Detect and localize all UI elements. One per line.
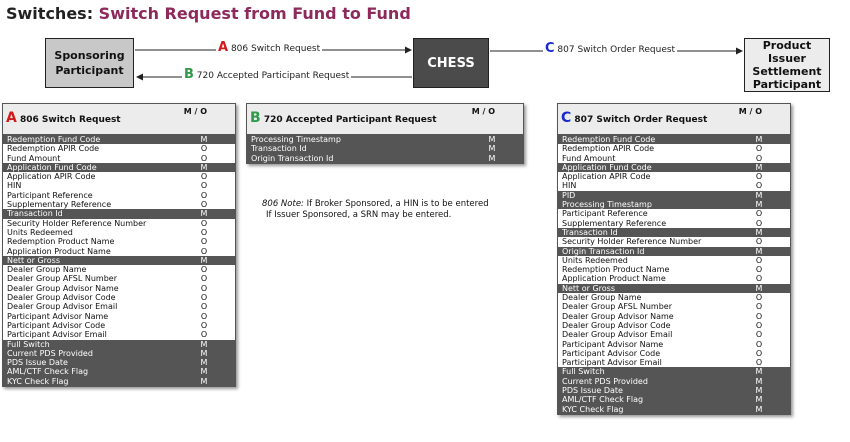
sponsoring-line-2: Participant (55, 64, 124, 77)
field-requirement: M (755, 283, 763, 293)
field-label: HIN (562, 181, 577, 191)
field-label: Redemption Fund Code (7, 135, 101, 144)
field-row (3, 256, 235, 265)
box-a-mo-label: M / O (183, 107, 207, 116)
field-label: Participant Advisor Code (7, 320, 106, 330)
flow-a-text: 806 Switch Request (230, 44, 321, 54)
field-requirement: O (200, 218, 208, 228)
field-label: Supplementary Reference (7, 200, 112, 210)
field-row (558, 265, 790, 274)
field-requirement: M (200, 209, 208, 219)
field-requirement: M (200, 376, 208, 386)
field-label: Participant Advisor Name (562, 339, 664, 349)
field-label: Security Holder Reference Number (562, 237, 702, 247)
field-requirement: M (488, 153, 496, 163)
field-requirement: O (755, 237, 763, 247)
field-requirement: O (200, 190, 208, 200)
field-label: Units Redeemed (562, 255, 628, 265)
field-label: Participant Advisor Name (7, 311, 109, 321)
field-row (558, 172, 790, 181)
field-label: Application Product Name (7, 246, 111, 256)
field-row (558, 181, 790, 190)
field-row (3, 349, 235, 358)
field-row (558, 135, 790, 144)
sponsoring-line-1: Sponsoring (54, 49, 125, 62)
field-label: Dealer Group Advisor Name (7, 283, 119, 293)
field-row (558, 284, 790, 293)
field-requirement: O (755, 302, 763, 312)
field-row (558, 293, 790, 302)
field-requirement: O (755, 311, 763, 321)
field-row (3, 154, 235, 163)
field-requirement: M (755, 246, 763, 256)
field-requirement: O (755, 172, 763, 182)
field-label: Security Holder Reference Number (7, 218, 147, 228)
box-a-title-wrap (6, 110, 121, 126)
field-label: Dealer Group Advisor Code (562, 320, 671, 330)
product-line-3: Settlement (752, 65, 822, 78)
field-requirement: O (200, 200, 208, 210)
field-row (3, 302, 235, 311)
field-label: KYC Check Flag (562, 404, 624, 414)
note-806 (262, 199, 489, 221)
field-label: Application APIR Code (7, 172, 96, 182)
field-row (3, 144, 235, 153)
field-label: Processing Timestamp (562, 200, 652, 210)
field-label: Redemption APIR Code (562, 144, 655, 154)
field-requirement: M (200, 162, 208, 172)
box-807-switch-order-request (557, 103, 791, 415)
field-requirement: M (200, 348, 208, 358)
field-label: Dealer Group Advisor Email (562, 330, 673, 340)
field-label: Participant Advisor Code (562, 348, 661, 358)
field-requirement: O (755, 153, 763, 163)
field-label: Origin Transaction Id (562, 246, 645, 256)
field-requirement: O (755, 218, 763, 228)
box-b-rows (247, 135, 523, 163)
field-label: PID (562, 190, 576, 200)
box-a-title: 806 Switch Request (19, 115, 121, 125)
box-a-rows (3, 135, 235, 386)
field-row (3, 274, 235, 283)
box-c-title: 807 Switch Order Request (574, 115, 708, 125)
field-requirement: O (200, 320, 208, 330)
field-row (558, 228, 790, 237)
field-label: Transaction Id (562, 227, 618, 237)
field-label: Nett or Gross (562, 283, 615, 293)
field-row (3, 219, 235, 228)
field-row (3, 228, 235, 237)
field-label: Participant Advisor Email (562, 358, 662, 368)
field-row (558, 358, 790, 367)
box-c-letter: C (561, 110, 572, 126)
field-label: Supplementary Reference (562, 218, 667, 228)
box-a-letter: A (6, 110, 17, 126)
title-main: Switch Request from Fund to Fund (98, 4, 411, 23)
field-label: Redemption Fund Code (562, 135, 656, 144)
field-requirement: O (200, 283, 208, 293)
field-requirement: O (200, 227, 208, 237)
field-label: Transaction Id (251, 144, 307, 154)
field-row (558, 321, 790, 330)
field-label: Dealer Group Advisor Name (562, 311, 674, 321)
field-requirement: O (755, 330, 763, 340)
field-requirement: M (755, 404, 763, 414)
field-requirement: O (200, 172, 208, 182)
field-requirement: M (200, 255, 208, 265)
field-label: Full Switch (7, 339, 50, 349)
field-requirement: O (755, 181, 763, 191)
field-requirement: O (200, 246, 208, 256)
field-row (558, 256, 790, 265)
field-row (558, 386, 790, 395)
sponsoring-participant-node (45, 38, 134, 88)
field-label: Origin Transaction Id (251, 153, 334, 163)
field-requirement: O (755, 320, 763, 330)
chess-label: CHESS (427, 55, 475, 71)
product-line-4: Participant (752, 78, 822, 91)
flow-a-letter: A (218, 40, 229, 55)
field-requirement: M (755, 162, 763, 172)
field-label: Units Redeemed (7, 227, 73, 237)
flow-b-letter: B (184, 67, 194, 82)
field-row (3, 330, 235, 339)
field-label: Redemption Product Name (7, 237, 115, 247)
field-label: Fund Amount (7, 153, 61, 163)
field-requirement: O (200, 302, 208, 312)
field-row (558, 377, 790, 386)
field-requirement: M (755, 376, 763, 386)
field-requirement: O (755, 358, 763, 368)
box-720-accepted-request (246, 103, 524, 164)
field-label: HIN (7, 181, 22, 191)
field-row (558, 312, 790, 321)
flow-c-text: 807 Switch Order Request (557, 45, 676, 55)
box-c-header (558, 104, 790, 135)
field-row (3, 340, 235, 349)
field-label: Dealer Group Name (7, 265, 87, 275)
field-label: AML/CTF Check Flag (562, 395, 644, 405)
field-requirement: O (755, 209, 763, 219)
field-label: Dealer Group AFSL Number (562, 302, 673, 312)
field-label: Application Fund Code (7, 162, 97, 172)
field-label: Current PDS Provided (562, 376, 648, 386)
field-requirement: O (755, 255, 763, 265)
chess-node (413, 38, 489, 88)
product-line-2: Issuer (768, 52, 806, 65)
box-a-header (3, 104, 235, 135)
flow-b-label (182, 67, 351, 82)
field-requirement: M (200, 367, 208, 377)
flow-a-label (216, 40, 322, 55)
field-row (558, 163, 790, 172)
field-label: Dealer Group AFSL Number (7, 274, 118, 284)
box-b-title-wrap (250, 110, 437, 126)
field-row (3, 358, 235, 367)
field-row (558, 154, 790, 163)
box-b-letter: B (250, 110, 261, 126)
field-row (558, 367, 790, 376)
field-requirement: M (200, 358, 208, 368)
field-requirement: O (200, 144, 208, 154)
field-row (3, 163, 235, 172)
field-row (558, 209, 790, 218)
field-row (3, 191, 235, 200)
box-c-mo-label: M / O (738, 107, 762, 116)
field-label: Participant Reference (7, 190, 93, 200)
box-b-header (247, 104, 523, 135)
field-label: Dealer Group Advisor Email (7, 302, 118, 312)
field-label: Dealer Group Advisor Code (7, 293, 116, 303)
field-row (3, 321, 235, 330)
field-row (3, 367, 235, 376)
field-requirement: M (488, 144, 496, 154)
field-requirement: M (755, 227, 763, 237)
field-label: Application Fund Code (562, 162, 652, 172)
field-row (558, 340, 790, 349)
field-requirement: O (200, 237, 208, 247)
field-label: Nett or Gross (7, 255, 60, 265)
field-row (558, 302, 790, 311)
field-requirement: O (200, 293, 208, 303)
field-requirement: O (755, 274, 763, 284)
field-requirement: M (755, 386, 763, 396)
field-label: Dealer Group Name (562, 293, 642, 303)
field-row (247, 135, 523, 144)
field-row (247, 154, 523, 163)
field-requirement: M (755, 135, 763, 144)
field-label: Current PDS Provided (7, 348, 93, 358)
field-row (3, 265, 235, 274)
field-requirement: O (755, 144, 763, 154)
field-row (3, 312, 235, 321)
field-row (558, 219, 790, 228)
field-label: Application APIR Code (562, 172, 651, 182)
flow-b-text: 720 Accepted Participant Request (196, 71, 350, 81)
field-requirement: M (488, 135, 496, 144)
field-label: Application Product Name (562, 274, 666, 284)
title-prefix: Switches: (6, 4, 94, 23)
field-row (3, 181, 235, 190)
field-row (247, 144, 523, 153)
field-row (558, 405, 790, 414)
field-requirement: O (200, 265, 208, 275)
field-row (558, 200, 790, 209)
field-row (3, 172, 235, 181)
field-requirement: M (755, 190, 763, 200)
field-row (558, 330, 790, 339)
note-prefix: 806 Note: (262, 199, 304, 209)
note-line-2: If Issuer Sponsored, a SRN may be entered. (266, 210, 452, 220)
field-row (558, 274, 790, 283)
field-requirement: O (200, 274, 208, 284)
field-row (3, 247, 235, 256)
field-row (3, 200, 235, 209)
box-806-switch-request (2, 103, 236, 387)
field-row (3, 135, 235, 144)
field-requirement: O (200, 311, 208, 321)
field-row (558, 395, 790, 404)
field-label: KYC Check Flag (7, 376, 69, 386)
field-label: PDS Issue Date (7, 358, 68, 368)
field-label: Participant Reference (562, 209, 648, 219)
field-requirement: O (200, 181, 208, 191)
field-row (558, 191, 790, 200)
field-row (3, 209, 235, 218)
field-requirement: M (755, 200, 763, 210)
field-label: Redemption Product Name (562, 265, 670, 275)
field-row (3, 237, 235, 246)
field-requirement: O (755, 265, 763, 275)
field-row (3, 377, 235, 386)
field-label: AML/CTF Check Flag (7, 367, 89, 377)
field-requirement: M (755, 367, 763, 377)
box-b-mo-label: M / O (471, 107, 495, 116)
box-c-rows (558, 135, 790, 414)
note-line-1: If Broker Sponsored, a HIN is to be entered (303, 199, 489, 209)
flow-c-letter: C (545, 41, 555, 56)
field-requirement: O (200, 153, 208, 163)
box-c-title-wrap (561, 110, 707, 126)
field-row (3, 284, 235, 293)
field-row (3, 293, 235, 302)
field-row (558, 237, 790, 246)
field-row (558, 349, 790, 358)
field-row (558, 247, 790, 256)
field-requirement: M (200, 339, 208, 349)
field-label: Processing Timestamp (251, 135, 341, 144)
field-label: PDS Issue Date (562, 386, 623, 396)
box-b-title: 720 Accepted Participant Request (263, 115, 437, 125)
field-label: Fund Amount (562, 153, 616, 163)
flow-c-label (543, 41, 677, 56)
field-requirement: O (755, 348, 763, 358)
field-label: Participant Advisor Email (7, 330, 107, 340)
field-requirement: O (755, 293, 763, 303)
field-row (558, 144, 790, 153)
field-requirement: M (200, 135, 208, 144)
product-line-1: Product (762, 39, 812, 52)
field-requirement: M (755, 395, 763, 405)
field-label: Full Switch (562, 367, 605, 377)
field-requirement: O (200, 330, 208, 340)
field-label: Redemption APIR Code (7, 144, 100, 154)
field-requirement: O (755, 339, 763, 349)
product-issuer-node (744, 38, 830, 92)
field-label: Transaction Id (7, 209, 63, 219)
